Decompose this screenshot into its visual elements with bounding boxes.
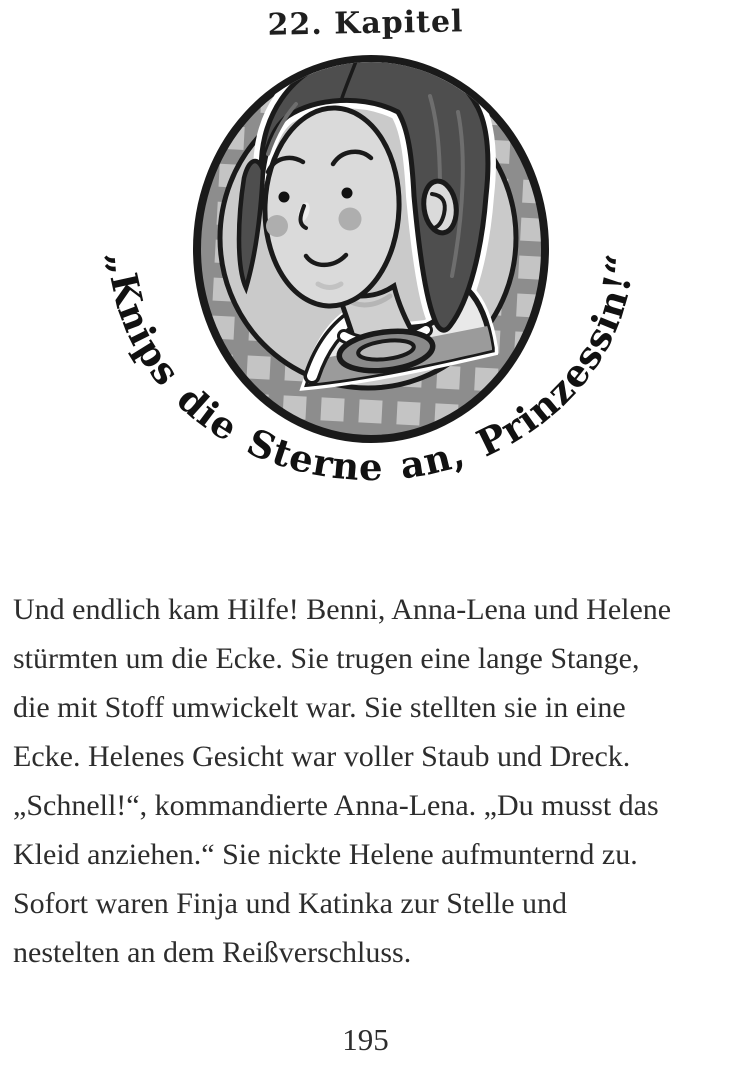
body-line-8: nestelten an dem Reißverschluss. [13,936,412,969]
curved-caption: „Knips die Sterne an, Prinzessin!“ [99,251,643,490]
left-cheek [266,215,288,237]
chapter-illustration [0,40,731,570]
body-line-6: Kleid anziehen.“ Sie nickte Helene aufmunternd zu. [13,838,638,871]
body-line-2: stürmten um die Ecke. Sie trugen eine lange Stange, [13,642,640,675]
chapter-heading: 22. Kapitel [267,4,464,43]
body-line-7: Sofort waren Finja und Katinka zur Stelle und [13,887,568,920]
right-cheek [339,208,362,231]
left-eye [279,192,290,203]
body-line-5: „Schnell!“, kommandierte Anna-Lena. „Du musst das [13,789,659,822]
body-line-4: Ecke. Helenes Gesicht war voller Staub und Dreck. [13,740,631,773]
right-eye [342,188,353,199]
body-text [13,585,723,977]
body-line-3: die mit Stoff umwickelt war. Sie stellten sie in eine [13,691,626,724]
page-number: 195 [342,1022,389,1057]
body-line-1: Und endlich kam Hilfe! Benni, Anna-Lena und Helene [13,593,672,626]
